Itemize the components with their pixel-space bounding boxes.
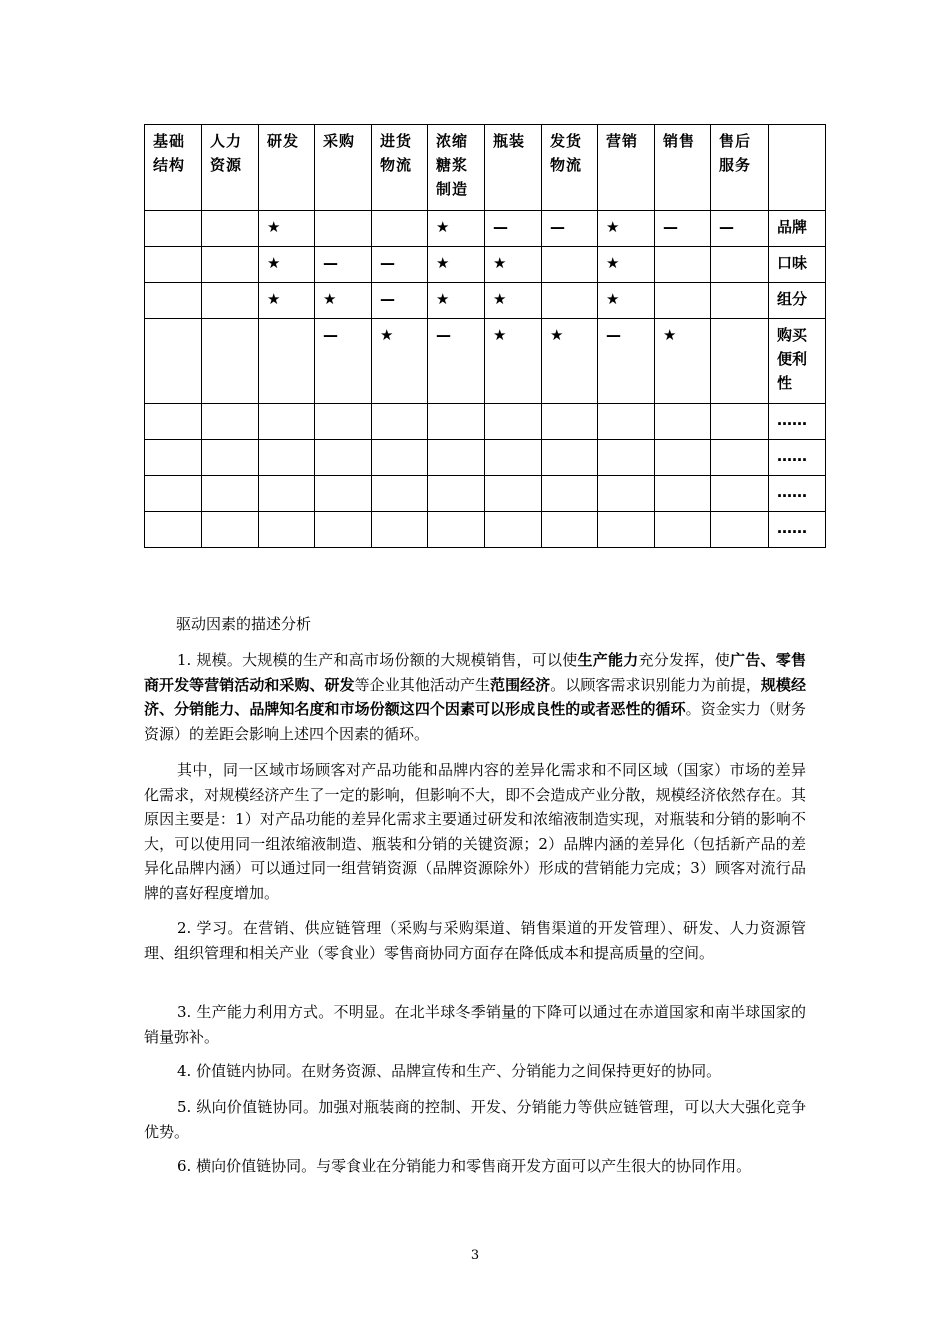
- table-cell: —: [315, 319, 372, 404]
- table-cell: ★: [259, 211, 315, 247]
- driver-label-cell: 购买便利性: [769, 319, 826, 404]
- table-cell: ★: [485, 247, 542, 283]
- table-cell: [485, 512, 542, 548]
- table-row: [145, 512, 826, 548]
- table-cell: [542, 476, 598, 512]
- p1-bold-4: 规模经济、分销能力、品牌知名度和市场份额这四个因素可以形成良性的或者恶性的循环: [144, 675, 806, 718]
- p1-text-e: 。以顾客需求识别能力为前提，: [550, 675, 761, 694]
- table-cell: ★: [485, 319, 542, 404]
- p1-text-f: 。资金实力（财务资源）的差距会影响上述四个因素的循环。: [144, 700, 806, 743]
- table-cell: —: [428, 319, 485, 404]
- table-cell: [259, 512, 315, 548]
- table-cell: [428, 476, 485, 512]
- table-header-cell: [769, 125, 826, 211]
- table-header-cell: 营销: [598, 125, 655, 211]
- table-header-cell: 采购: [315, 125, 372, 211]
- table-cell: [202, 512, 259, 548]
- paragraph-horizontal-synergy: 6. 横向价值链协同。与零食业在分销能力和零售商开发方面可以产生很大的协同作用。: [177, 1157, 752, 1175]
- table-cell: [145, 319, 202, 404]
- driver-label-cell: 组分: [769, 283, 826, 319]
- table-header-cell: 瓶装: [485, 125, 542, 211]
- paragraph-learning: 2. 学习。在营销、供应链管理（采购与采购渠道、销售渠道的开发管理）、研发、人力资源管理、组织管理和相关产业（零食业）零售商协同方面存在降低成本和提高质量的空间。: [144, 919, 806, 962]
- paragraph-capacity: 3. 生产能力利用方式。不明显。在北半球冬季销量的下降可以通过在赤道国家和南半球国家的销量弥补。: [144, 1003, 806, 1046]
- table-cell: [145, 404, 202, 440]
- table-cell: [202, 283, 259, 319]
- table-cell: [145, 247, 202, 283]
- table-cell: [259, 476, 315, 512]
- table-cell: [655, 404, 711, 440]
- table-row: [145, 404, 826, 440]
- table-cell: [542, 283, 598, 319]
- table-cell: [428, 512, 485, 548]
- driver-label-cell: ……: [769, 440, 826, 476]
- table-cell: [542, 404, 598, 440]
- table-cell: ★: [428, 283, 485, 319]
- paragraph-differentiation: 其中，同一区域市场顾客对产品功能和品牌内容的差异化需求和不同区域（国家）市场的差异化需求，对规模经济产生了一定的影响，但影响不大，即不会造成产业分散，规模经济依然存在。其原因主要是：1）对产品功能的差异化需求主要通过研发和浓缩液制造实现，对瓶装和分销的影响不大，可以使用同一组浓缩液制造、瓶装和分销的关键资源；2）品牌内涵的差异化（包括新产品的差异化品牌内涵）可以通过同一组营销资源（品牌资源除外）形成的营销能力完成；3）顾客对流行品牌的喜好程度增加。: [144, 761, 806, 902]
- table-cell: [598, 476, 655, 512]
- table-cell: [315, 404, 372, 440]
- table-cell: —: [598, 319, 655, 404]
- table-cell: [145, 476, 202, 512]
- table-cell: [202, 319, 259, 404]
- table-cell: —: [372, 247, 428, 283]
- table-cell: ★: [428, 247, 485, 283]
- table-cell: —: [485, 211, 542, 247]
- table-cell: —: [655, 211, 711, 247]
- table-cell: [145, 211, 202, 247]
- table-header-cell: 研发: [259, 125, 315, 211]
- table-header-cell: 售后服务: [711, 125, 769, 211]
- driver-label-cell: 品牌: [769, 211, 826, 247]
- table-cell: [542, 440, 598, 476]
- table-header-cell: 基础结构: [145, 125, 202, 211]
- table-cell: [655, 283, 711, 319]
- table-cell: [145, 283, 202, 319]
- table-cell: [598, 440, 655, 476]
- table-row: [145, 211, 826, 247]
- table-cell: [711, 319, 769, 404]
- table-cell: [202, 247, 259, 283]
- table-cell: [485, 404, 542, 440]
- table-cell: [428, 404, 485, 440]
- table-cell: ★: [372, 319, 428, 404]
- table-cell: ★: [542, 319, 598, 404]
- table-cell: [372, 440, 428, 476]
- table-cell: [259, 440, 315, 476]
- table-cell: [202, 440, 259, 476]
- p1-bold-2: 广告、零售商开发等营销活动和采购、研发: [144, 651, 806, 694]
- table-cell: —: [315, 247, 372, 283]
- table-cell: [145, 440, 202, 476]
- table-cell: [655, 512, 711, 548]
- table-cell: [485, 440, 542, 476]
- table-cell: [145, 512, 202, 548]
- table-row: [145, 319, 826, 404]
- table-cell: ★: [259, 247, 315, 283]
- table-cell: [315, 512, 372, 548]
- table-cell: [372, 211, 428, 247]
- table-cell: ★: [655, 319, 711, 404]
- table-cell: [315, 440, 372, 476]
- table-cell: [711, 247, 769, 283]
- paragraph-scale: [144, 648, 806, 746]
- table-cell: [202, 404, 259, 440]
- table-cell: —: [711, 211, 769, 247]
- table-cell: [315, 211, 372, 247]
- table-cell: ★: [315, 283, 372, 319]
- table-row: [145, 283, 826, 319]
- table-cell: [655, 247, 711, 283]
- table-cell: [372, 476, 428, 512]
- p1-bold-1: 生产能力: [577, 651, 639, 669]
- table-cell: [711, 440, 769, 476]
- table-header-cell: 销售: [655, 125, 711, 211]
- table-cell: [542, 512, 598, 548]
- table-cell: [259, 404, 315, 440]
- table-cell: [542, 247, 598, 283]
- driver-label-cell: 口味: [769, 247, 826, 283]
- table-cell: ★: [598, 211, 655, 247]
- table-cell: [598, 404, 655, 440]
- driver-label-cell: ……: [769, 404, 826, 440]
- table-cell: [372, 512, 428, 548]
- table-cell: [428, 440, 485, 476]
- table-cell: ★: [485, 283, 542, 319]
- value-chain-matrix: [144, 124, 826, 548]
- paragraph-internal-synergy: 4. 价值链内协同。在财务资源、品牌宣传和生产、分销能力之间保持更好的协同。: [177, 1062, 722, 1080]
- table-cell: —: [372, 283, 428, 319]
- table-cell: [259, 319, 315, 404]
- table-cell: ★: [598, 283, 655, 319]
- table-row: [145, 247, 826, 283]
- table-row: [145, 476, 826, 512]
- paragraph-vertical-synergy: 5. 纵向价值链协同。加强对瓶装商的控制、开发、分销能力等供应链管理，可以大大强化竞争优势。: [144, 1098, 806, 1141]
- table-header-cell: 浓缩糖浆制造: [428, 125, 485, 211]
- table-cell: [711, 404, 769, 440]
- p1-bold-3: 范围经济: [490, 675, 551, 694]
- table-cell: [711, 476, 769, 512]
- table-row: [145, 440, 826, 476]
- table-header-cell: 进货物流: [372, 125, 428, 211]
- p1-text-a: 1. 规模。大规模的生产和高市场份额的大规模销售，可以使: [177, 651, 578, 669]
- section-heading: 驱动因素的描述分析: [176, 615, 312, 633]
- p1-text-d: 等企业其他活动产生: [354, 675, 491, 694]
- driver-label-cell: ……: [769, 476, 826, 512]
- table-cell: [315, 476, 372, 512]
- driver-label-cell: ……: [769, 512, 826, 548]
- table-cell: [655, 476, 711, 512]
- table-cell: ★: [598, 247, 655, 283]
- table-header-cell: 人力资源: [202, 125, 259, 211]
- table-header-row: [145, 125, 826, 211]
- p1-text-c: 充分发挥，使: [638, 651, 730, 669]
- table-cell: [655, 440, 711, 476]
- table-cell: [711, 512, 769, 548]
- table-header-cell: 发货物流: [542, 125, 598, 211]
- table-cell: [372, 404, 428, 440]
- table-cell: [485, 476, 542, 512]
- table-cell: [711, 283, 769, 319]
- table-cell: ★: [428, 211, 485, 247]
- table-cell: [202, 211, 259, 247]
- table-cell: —: [542, 211, 598, 247]
- table-cell: [202, 476, 259, 512]
- table-cell: ★: [259, 283, 315, 319]
- page-number: 3: [470, 1248, 480, 1263]
- table-cell: [598, 512, 655, 548]
